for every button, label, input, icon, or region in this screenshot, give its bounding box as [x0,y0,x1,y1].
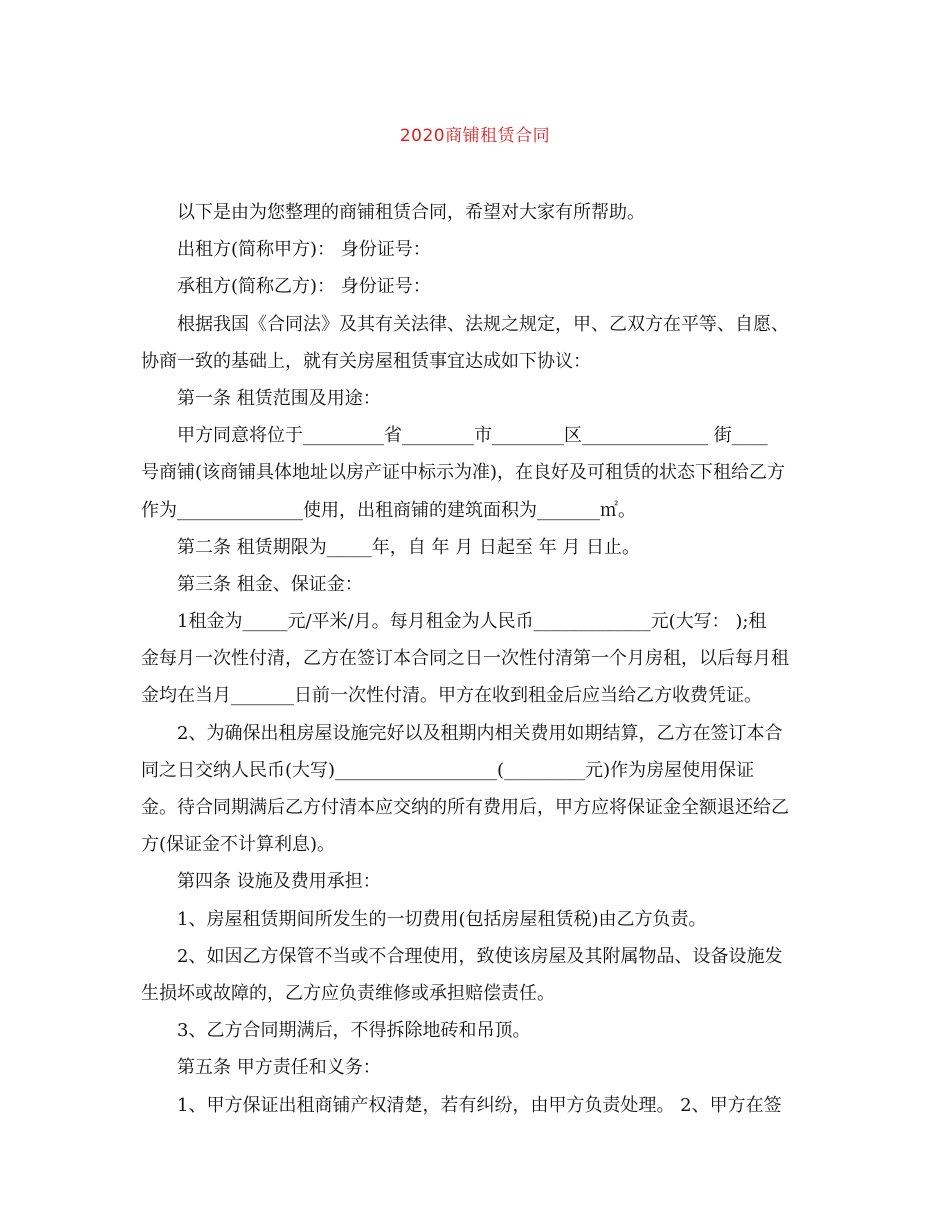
text-line: 第一条 租赁范围及用途： [177,387,381,409]
text-line: 方(保证金不计算利息)。 [141,834,336,856]
text-line: 出租方(简称甲方)： 身份证号： [177,239,431,261]
document-title: 2020商铺租赁合同 [399,126,551,146]
text-line: 协商一致的基础上，就有关房屋租赁事宜达成如下协议： [141,350,591,372]
text-line: 号商铺(该商铺具体地址以房产证中标示为准)，在良好及可租赁的状态下租给乙方 [141,462,786,484]
text-line: 根据我国《合同法》及其有关法律、法规之规定，甲、乙双方在平等、自愿、 [177,313,789,335]
text-line: 第二条 租赁期限为_____年，自 年 月 日起至 年 月 日止。 [177,536,641,558]
text-line: 金。待合同期满后乙方付清本应交纳的所有费用后，甲方应将保证金全额退还给乙 [141,797,789,818]
text-line: 金均在当月_______日前一次性付清。甲方在收到租金后应当给乙方收费凭证。 [141,685,762,707]
text-line: 1、甲方保证出租商铺产权清楚，若有纠纷，由甲方负责处理。 2、甲方在签 [177,1094,782,1116]
text-line: 作为______________使用，出租商铺的建筑面积为_______㎡。 [141,499,636,521]
text-line: 同之日交纳人民币(大写)__________________(_________元)作为房屋使用保证 [141,759,755,781]
text-line: 承租方(简称乙方)： 身份证号： [177,276,431,298]
document-body [141,194,821,1124]
text-line: 第三条 租金、保证金： [177,573,363,595]
text-line: 第五条 甲方责任和义务： [177,1057,381,1079]
text-line: 3、乙方合同期满后，不得拆除地砖和吊顶。 [177,1020,531,1042]
text-line: 生损坏或故障的，乙方应负责维修或承担赔偿责任。 [141,982,555,1004]
text-line: 甲方同意将位于_________省________市________区______________ 街____ [177,425,768,447]
text-line: 1租金为_____元/平米/月。每月租金为人民币_____________元(大写： );租 [177,611,767,633]
text-line: 第四条 设施及费用承担： [177,871,381,893]
text-line: 2、为确保出租房屋设施完好以及租期内相关费用如期结算，乙方在签订本合 [177,722,783,744]
text-line: 以下是由为您整理的商铺租赁合同，希望对大家有所帮助。 [177,202,645,223]
text-line: 金每月一次性付清，乙方在签订本合同之日一次性付清第一个月房租，以后每月租 [141,648,789,670]
text-line: 1、房屋租赁期间所发生的一切费用(包括房屋租赁税)由乙方负责。 [177,908,707,930]
text-line: 2、如因乙方保管不当或不合理使用，致使该房屋及其附属物品、设备设施发 [177,945,783,967]
